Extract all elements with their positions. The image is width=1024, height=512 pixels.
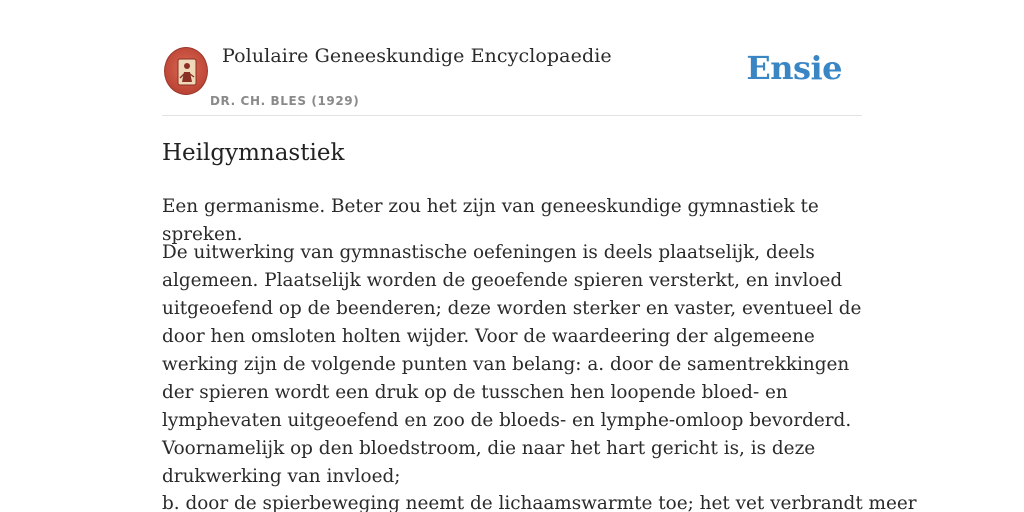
article-paragraph-1: Een germanisme. Beter zou het zijn van geneeskundige gymnastiek te spreken. <box>162 196 819 245</box>
author-credit: DR. CH. BLES (1929) <box>210 94 360 108</box>
header <box>162 0 862 116</box>
article-title: Heilgymnastiek <box>162 140 345 166</box>
ensie-brand-logo[interactable]: Ensie <box>746 49 842 87</box>
encyclopedia-seal-icon[interactable] <box>164 47 208 95</box>
encyclopedia-title[interactable]: Polulaire Geneeskundige Encyclopaedie <box>222 45 612 67</box>
article-paragraph-3: b. door de spierbeweging neemt de lichaamswarmte toe; het vet verbrandt meer <box>162 493 917 512</box>
page <box>162 0 917 512</box>
article-paragraph-2: De uitwerking van gymnastische oefeningen is deels plaatselijk, deels algemeen. Plaatselijk worden de geoefende spieren versterkt, en invloed uitgeoefend op de beenderen; deze worden sterker en vaster, eventueel de door hen omsloten holten wijder. Voor de waardeering der algemeene werking zijn de volgende punten van belang: a. door de samentrekkingen der spieren wordt een druk op de tusschen hen loopende bloed- en lymphevaten uitgeoefend en zoo de bloeds- en lymphe-omloop bevorderd. Voornamelijk op den bloedstroom, die naar het hart gericht is, is deze drukwerking van invloed; <box>162 242 862 487</box>
